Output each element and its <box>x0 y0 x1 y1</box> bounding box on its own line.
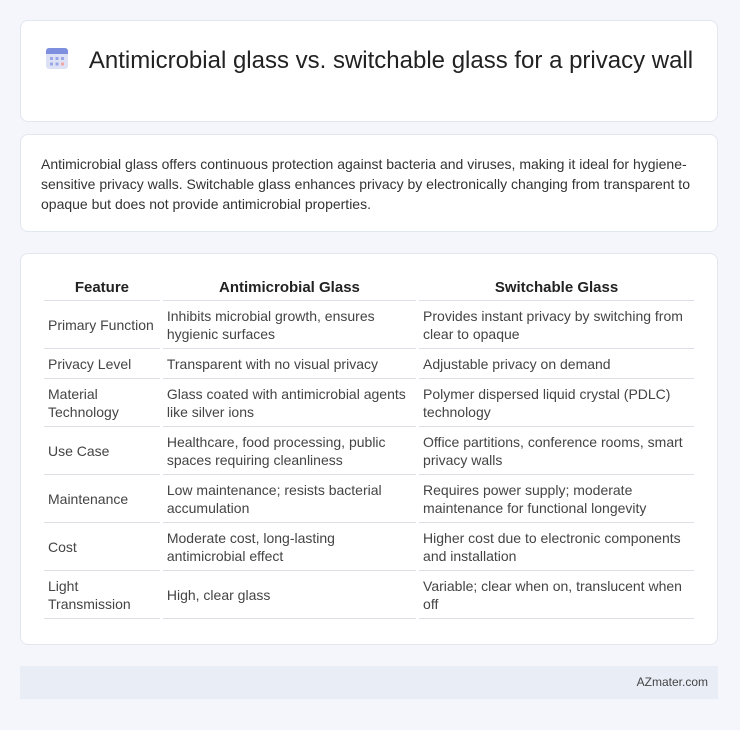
page-title <box>21 46 717 78</box>
switchable-cell: Office partitions, conference rooms, smart privacy walls <box>419 427 694 475</box>
column-header: Feature <box>44 275 160 301</box>
switchable-cell: Higher cost due to electronic components and installation <box>419 523 694 571</box>
feature-cell: Material Technology <box>44 379 160 427</box>
table-row <box>44 301 694 349</box>
calendar-icon <box>45 46 69 78</box>
column-header: Switchable Glass <box>419 275 694 301</box>
page-title-text: Antimicrobial glass vs. switchable glass for a privacy wall <box>88 47 694 74</box>
switchable-cell: Provides instant privacy by switching from clear to opaque <box>419 301 694 349</box>
table-header-row <box>44 275 694 301</box>
title-card <box>20 20 718 122</box>
antimicrobial-cell: High, clear glass <box>163 571 416 619</box>
summary-text: Antimicrobial glass offers continuous protection against bacteria and viruses, making it ideal for hygiene-sensitive privacy walls. Switchable glass enhances privacy by electronically changing from transparent to opaque but does not provide antimicrobial properties. <box>41 156 690 212</box>
feature-cell: Privacy Level <box>44 349 160 379</box>
switchable-cell: Adjustable privacy on demand <box>419 349 694 379</box>
table-row <box>44 571 694 619</box>
feature-cell: Maintenance <box>44 475 160 523</box>
table-row <box>44 523 694 571</box>
table-row <box>44 475 694 523</box>
feature-cell: Light Transmission <box>44 571 160 619</box>
column-header: Antimicrobial Glass <box>163 275 416 301</box>
switchable-cell: Requires power supply; moderate maintenance for functional longevity <box>419 475 694 523</box>
feature-cell: Cost <box>44 523 160 571</box>
summary-card <box>20 134 718 232</box>
feature-cell: Use Case <box>44 427 160 475</box>
table-row <box>44 349 694 379</box>
switchable-cell: Polymer dispersed liquid crystal (PDLC) technology <box>419 379 694 427</box>
antimicrobial-cell: Inhibits microbial growth, ensures hygienic surfaces <box>163 301 416 349</box>
switchable-cell: Variable; clear when on, translucent when off <box>419 571 694 619</box>
antimicrobial-cell: Healthcare, food processing, public spaces requiring cleanliness <box>163 427 416 475</box>
antimicrobial-cell: Low maintenance; resists bacterial accumulation <box>163 475 416 523</box>
feature-cell: Primary Function <box>44 301 160 349</box>
footer-brand: AZmater.com <box>636 675 708 689</box>
comparison-table <box>41 275 697 619</box>
comparison-card <box>20 253 718 645</box>
footer-bar <box>20 666 718 699</box>
antimicrobial-cell: Moderate cost, long-lasting antimicrobial effect <box>163 523 416 571</box>
antimicrobial-cell: Glass coated with antimicrobial agents like silver ions <box>163 379 416 427</box>
table-row <box>44 379 694 427</box>
antimicrobial-cell: Transparent with no visual privacy <box>163 349 416 379</box>
table-row <box>44 427 694 475</box>
